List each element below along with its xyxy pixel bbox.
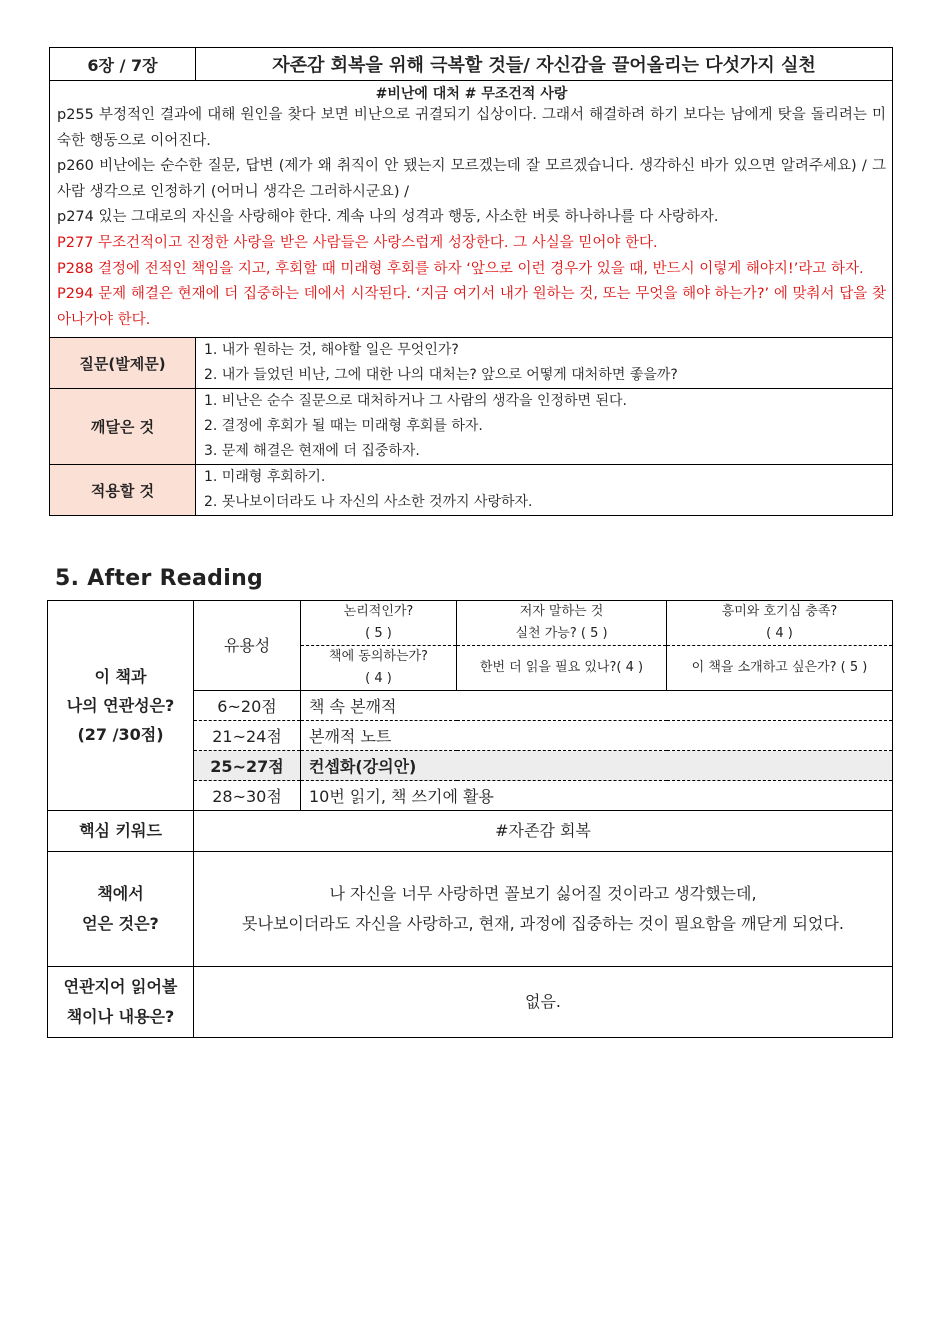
criterion-score: ( 4 ): [616, 660, 644, 675]
chapter-title: 자존감 회복을 위해 극복할 것들/ 자신감을 끌어올리는 다섯가지 실천: [196, 48, 893, 81]
note-paragraph: p274 있는 그대로의 자신을 사랑해야 한다. 계속 나의 성격과 행동, 사소한 버릇 하나하나를 다 사랑하자.: [57, 209, 719, 226]
criterion-question: 논리적인가?: [343, 604, 414, 619]
criterion-recommend: [667, 646, 893, 691]
note-paragraph: P277 무조건적이고 진정한 사랑을 받은 사람들은 사랑스럽게 성장한다. 그 사실을 믿어야 한다.: [57, 234, 658, 251]
related-label-line: 책이나 내용은?: [66, 1007, 175, 1026]
criterion-question: 실천 가능?: [515, 626, 577, 641]
related-value: 없음.: [194, 967, 893, 1038]
note-paragraph: p260 비난에는 순수한 질문, 답변 (제가 왜 취직이 안 됐는지 모르겠는데 잘 모르겠습니다. 생각하신 바가 있으면 알려주세요) / 그 사람 생각으로 인정하기 (어머니 생각은 그러하시군요) /: [57, 158, 886, 200]
apply-list: [196, 465, 893, 516]
question-item: 1. 내가 원하는 것, 해야할 일은 무엇인가?: [204, 342, 459, 359]
after-reading-heading: 5. After Reading: [55, 566, 264, 591]
range-desc: 본깨적 노트: [301, 721, 893, 751]
gained-label: [48, 852, 194, 967]
gained-line: 나 자신을 너무 사랑하면 꼴보기 싫어질 것이라고 생각했는데,: [329, 884, 757, 903]
criterion-practical: [457, 601, 667, 646]
criterion-question: 저자 말하는 것: [519, 604, 604, 619]
range-cell: 28~30점: [194, 781, 301, 811]
note-paragraph: P294 문제 해결은 현재에 더 집중하는 데에서 시작된다. ‘지금 여기서 내가 원하는 것, 또는 무엇을 해야 하는가?’ 에 맞춰서 답을 찾아나가야 한다.: [57, 286, 886, 328]
question-item: 2. 내가 들었던 비난, 그에 대한 나의 대처는? 앞으로 어떻게 대처하면 좋을까?: [204, 367, 678, 384]
after-reading-table: [47, 600, 893, 1038]
realized-label: 깨달은 것: [50, 389, 196, 465]
criterion-agree: [301, 646, 457, 691]
relation-label-line: 이 책과: [94, 667, 147, 686]
apply-label: 적용할 것: [50, 465, 196, 516]
range-cell: 6~20점: [194, 691, 301, 721]
gained-label-line: 책에서: [97, 884, 144, 903]
criterion-interest: [667, 601, 893, 646]
criterion-score: ( 5 ): [365, 626, 392, 641]
criterion-question: 이 책을 소개하고 싶은가?: [691, 660, 837, 675]
criterion-score: ( 4 ): [365, 671, 392, 686]
range-cell: 21~24점: [194, 721, 301, 751]
apply-item: 1. 미래형 후회하기.: [204, 469, 326, 486]
range-desc: 10번 읽기, 책 쓰기에 활용: [301, 781, 893, 811]
keyword-value: #자존감 회복: [194, 811, 893, 852]
notes-list: [57, 103, 886, 333]
gained-label-line: 얻은 것은?: [82, 914, 159, 933]
realized-item: 2. 결정에 후회가 될 때는 미래형 후회를 하자.: [204, 418, 483, 435]
criterion-reread: [457, 646, 667, 691]
related-label: [48, 967, 194, 1038]
chapter-summary-table: [49, 47, 893, 516]
usefulness-label: 유용성: [194, 601, 301, 691]
note-paragraph: P288 결정에 전적인 책임을 지고, 후회할 때 미래형 후회를 하자 ‘앞으로 이런 경우가 있을 때, 반드시 이렇게 해야지!’라고 하자.: [57, 260, 864, 277]
criterion-question: 책에 동의하는가?: [329, 649, 428, 664]
range-desc-selected: 컨셉화(강의안): [301, 751, 893, 781]
gained-line: 못나보이더라도 자신을 사랑하고, 현재, 과정에 집중하는 것이 필요함을 깨닫게 되었다.: [242, 914, 844, 933]
note-paragraph: p255 부정적인 결과에 대해 원인을 찾다 보면 비난으로 귀결되기 십상이다. 그래서 해결하려 하기 보다는 남에게 탓을 돌리려는 미숙한 행동으로 이어진다.: [57, 107, 886, 149]
range-desc: 책 속 본깨적: [301, 691, 893, 721]
relation-score-total: (27 /30점): [77, 725, 164, 744]
realized-list: [196, 389, 893, 465]
keyword-label: 핵심 키워드: [48, 811, 194, 852]
criterion-question-score: [457, 623, 666, 645]
realized-item: 3. 문제 해결은 현재에 더 집중하자.: [204, 443, 420, 460]
criterion-score: ( 4 ): [766, 626, 793, 641]
questions-list: [196, 338, 893, 389]
questions-label: 질문(발제문): [50, 338, 196, 389]
realized-item: 1. 비난은 순수 질문으로 대처하거나 그 사람의 생각을 인정하면 된다.: [204, 393, 628, 410]
notes-cell: [50, 81, 893, 338]
topic-tags: #비난에 대처 # 무조건적 사랑: [375, 86, 568, 102]
chapter-label: 6장 / 7장: [50, 48, 196, 81]
criterion-score: ( 5 ): [840, 660, 868, 675]
relation-label-line: 나의 연관성은?: [66, 696, 175, 715]
gained-value: [194, 852, 893, 967]
criterion-question: 한번 더 읽을 필요 있나?: [479, 660, 617, 675]
apply-item: 2. 못나보이더라도 나 자신의 사소한 것까지 사랑하자.: [204, 494, 533, 511]
relation-label: [48, 601, 194, 811]
related-label-line: 연관지어 읽어볼: [63, 977, 178, 996]
range-cell-selected: 25~27점: [194, 751, 301, 781]
criterion-score: ( 5 ): [580, 626, 608, 641]
criterion-logical: [301, 601, 457, 646]
criterion-question: 흥미와 호기심 충족?: [721, 604, 838, 619]
